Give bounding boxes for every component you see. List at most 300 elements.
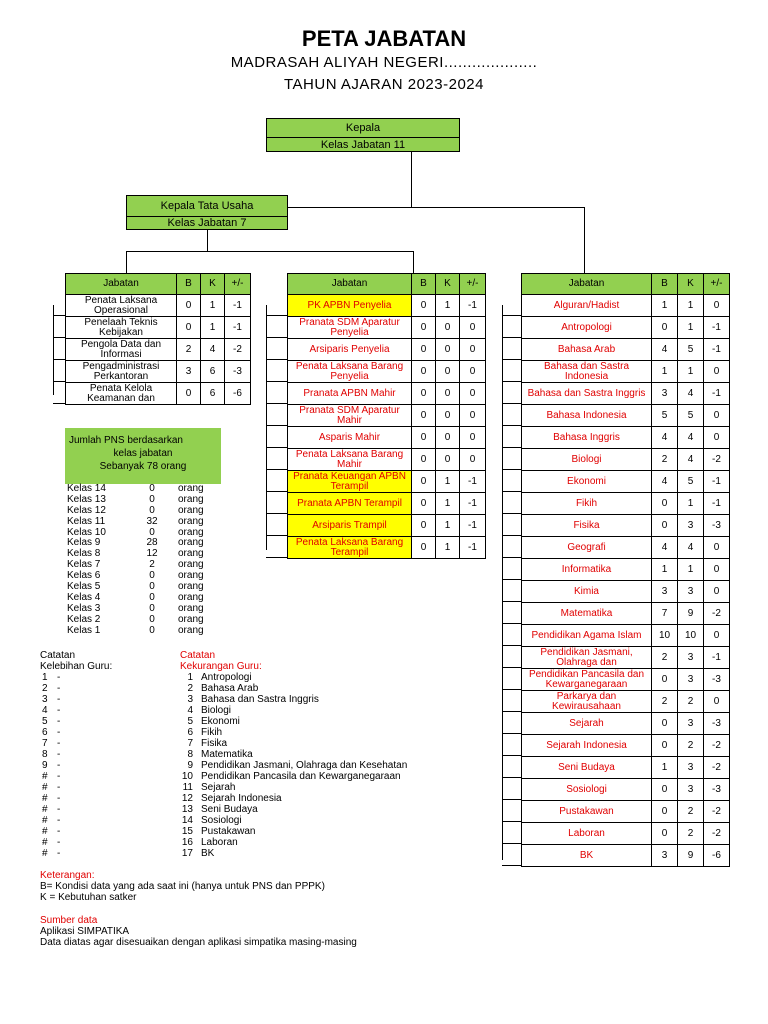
table-row — [522, 515, 730, 537]
kelas-label: Kelas 12 — [67, 504, 106, 516]
k-cell: 1 — [436, 537, 460, 559]
list-item — [40, 749, 170, 760]
branch-tick — [502, 843, 521, 844]
kelas-unit: orang — [178, 537, 204, 549]
b-cell: 3 — [652, 581, 678, 603]
kelebihan-num: # — [42, 815, 48, 826]
k-cell: 1 — [201, 295, 225, 317]
kelebihan-section — [40, 650, 170, 859]
k-cell: 1 — [436, 471, 460, 493]
jabatan-cell: Penata Kelola Keamanan dan — [66, 383, 177, 405]
jabatan-cell: Sejarah Indonesia — [522, 735, 652, 757]
table-row — [522, 361, 730, 383]
b-cell: 1 — [652, 361, 678, 383]
kekurangan-val: Antropologi — [201, 672, 252, 683]
header-diff: +/- — [704, 274, 730, 295]
diff-cell: -6 — [704, 845, 730, 867]
b-cell: 4 — [652, 339, 678, 361]
school-year: TAHUN AJARAN 2023-2024 — [284, 76, 484, 93]
jabatan-cell: Bahasa dan Sastra Inggris — [522, 383, 652, 405]
table-row — [522, 405, 730, 427]
diff-cell: -3 — [225, 361, 251, 383]
jabatan-cell: Arsiparis Trampil — [288, 515, 412, 537]
kelas-count: 0 — [149, 591, 155, 603]
b-cell: 5 — [652, 405, 678, 427]
jabatan-cell: Ekonomi — [522, 471, 652, 493]
diff-cell: -2 — [704, 757, 730, 779]
kelas-count: 0 — [149, 570, 155, 582]
keterangan-line1: B= Kondisi data yang ada saat ini (hanya untuk PNS dan PPPK) — [40, 881, 325, 892]
b-cell: 0 — [652, 713, 678, 735]
kelebihan-num: 5 — [42, 716, 48, 727]
kekurangan-val: Ekonomi — [201, 716, 240, 727]
kepala-box — [266, 118, 460, 152]
k-cell: 1 — [678, 295, 704, 317]
kekurangan-num: 10 — [181, 771, 193, 782]
list-item — [180, 793, 480, 804]
branch-tick — [502, 337, 521, 338]
kelebihan-title1: Catatan — [40, 650, 76, 661]
pns-line2: kelas jabatan — [113, 448, 173, 459]
kelebihan-num: 3 — [42, 694, 48, 705]
jabatan-cell: Pranata SDM Aparatur Penyelia — [288, 317, 412, 339]
kekurangan-val: Pendidikan Jasmani, Olahraga dan Kesehatan — [201, 760, 408, 771]
table-row — [288, 449, 486, 471]
kepala-kelas: Kelas Jabatan 11 — [320, 139, 406, 151]
b-cell: 0 — [652, 493, 678, 515]
jabatan-cell: Bahasa Arab — [522, 339, 652, 361]
left-jabatan-table — [65, 273, 251, 405]
table-row — [522, 603, 730, 625]
list-item — [40, 727, 170, 738]
list-item — [180, 760, 480, 771]
table-row — [288, 515, 486, 537]
branch-tick — [502, 425, 521, 426]
page-title: PETA JABATAN — [301, 26, 467, 51]
table-row — [522, 317, 730, 339]
kelas-label: Kelas 9 — [67, 537, 101, 549]
table-row — [288, 361, 486, 383]
jabatan-cell: Pengola Data dan Informasi — [66, 339, 177, 361]
kelas-unit: orang — [178, 493, 204, 505]
b-cell: 10 — [652, 625, 678, 647]
list-item — [67, 517, 227, 528]
jabatan-cell: Parkarya dan Kewirausahaan — [522, 691, 652, 713]
header-k: K — [201, 274, 225, 295]
kelas-count: 0 — [149, 526, 155, 538]
branch-tick — [502, 821, 521, 822]
branch-tick — [502, 777, 521, 778]
branch-tick — [266, 447, 287, 448]
table-row — [288, 383, 486, 405]
list-item — [40, 716, 170, 727]
kekurangan-num: 7 — [187, 738, 193, 749]
diff-cell: -2 — [704, 801, 730, 823]
b-cell: 4 — [652, 471, 678, 493]
jabatan-cell: Pranata SDM Aparatur Mahir — [288, 405, 412, 427]
branch-tick — [502, 623, 521, 624]
list-item — [40, 672, 170, 683]
kelebihan-num: # — [42, 848, 48, 859]
header-k: K — [436, 274, 460, 295]
kelebihan-val: - — [57, 738, 61, 749]
k-cell: 0 — [436, 427, 460, 449]
k-cell: 6 — [201, 361, 225, 383]
kelas-count: 0 — [149, 493, 155, 505]
diff-cell: -1 — [704, 317, 730, 339]
kelebihan-num: # — [42, 837, 48, 848]
jabatan-cell: Penata Laksana Barang Terampil — [288, 537, 412, 559]
diff-cell: 0 — [704, 405, 730, 427]
kekurangan-num: 8 — [187, 749, 193, 760]
table-row — [522, 669, 730, 691]
kelebihan-num: 6 — [42, 727, 48, 738]
kelas-label: Kelas 6 — [67, 570, 101, 582]
list-item — [67, 615, 227, 626]
list-item — [40, 760, 170, 771]
jabatan-cell: Pustakawan — [522, 801, 652, 823]
diff-cell: -1 — [460, 515, 486, 537]
table-row — [288, 295, 486, 317]
k-cell: 5 — [678, 405, 704, 427]
branch-tick — [502, 579, 521, 580]
diff-cell: -3 — [704, 713, 730, 735]
list-item — [40, 793, 170, 804]
kelebihan-val: - — [57, 815, 61, 826]
connector-left-down — [126, 251, 127, 273]
branch-tick — [502, 711, 521, 712]
list-item — [40, 738, 170, 749]
diff-cell: 0 — [460, 449, 486, 471]
b-cell: 2 — [652, 691, 678, 713]
b-cell: 0 — [652, 823, 678, 845]
table-row — [288, 537, 486, 559]
kekurangan-val: BK — [201, 848, 215, 859]
kepala-title: Kepala — [267, 119, 459, 138]
list-item — [40, 771, 170, 782]
table-row — [522, 625, 730, 647]
branch-tick — [502, 733, 521, 734]
branch-tick — [502, 491, 521, 492]
b-cell: 3 — [652, 383, 678, 405]
table-row — [522, 339, 730, 361]
kelebihan-val: - — [57, 826, 61, 837]
table-row — [522, 493, 730, 515]
b-cell: 0 — [652, 515, 678, 537]
kekurangan-num: 15 — [181, 826, 193, 837]
branch-tick — [266, 337, 287, 338]
k-cell: 4 — [678, 427, 704, 449]
branch-tick — [53, 403, 65, 404]
k-cell: 3 — [678, 515, 704, 537]
b-cell: 0 — [652, 779, 678, 801]
kekurangan-num: 3 — [187, 694, 193, 705]
b-cell: 0 — [652, 801, 678, 823]
b-cell: 0 — [412, 515, 436, 537]
diff-cell: 0 — [460, 383, 486, 405]
table-row — [66, 295, 251, 317]
b-cell: 0 — [412, 295, 436, 317]
list-item — [180, 782, 480, 793]
jabatan-cell: Penata Laksana Barang Mahir — [288, 449, 412, 471]
keterangan-section — [40, 870, 460, 903]
b-cell: 0 — [652, 735, 678, 757]
branch-tick — [502, 535, 521, 536]
table-row — [522, 383, 730, 405]
diff-cell: -1 — [460, 471, 486, 493]
pns-line1: Jumlah PNS berdasarkan — [69, 435, 183, 446]
table-row — [522, 449, 730, 471]
kelebihan-num: # — [42, 804, 48, 815]
b-cell: 3 — [177, 361, 201, 383]
jabatan-cell: Biologi — [522, 449, 652, 471]
kelas-unit: orang — [178, 602, 204, 614]
diff-cell: 0 — [704, 691, 730, 713]
kekurangan-val: Pendidikan Pancasila dan Kewarganegaraan — [201, 771, 401, 782]
kekurangan-num: 17 — [181, 848, 193, 859]
kelas-count: 2 — [149, 559, 155, 571]
table-row — [522, 691, 730, 713]
header-jabatan: Jabatan — [522, 274, 652, 295]
k-cell: 3 — [678, 713, 704, 735]
kekurangan-num: 13 — [181, 804, 193, 815]
k-cell: 1 — [678, 493, 704, 515]
b-cell: 0 — [412, 405, 436, 427]
diff-cell: -1 — [460, 295, 486, 317]
jabatan-cell: Penata Laksana Barang Penyelia — [288, 361, 412, 383]
kekurangan-title2: Kekurangan Guru: — [180, 661, 262, 672]
kelas-unit: orang — [178, 570, 204, 582]
kelas-count: 0 — [149, 624, 155, 636]
b-cell: 2 — [652, 449, 678, 471]
jabatan-cell: Pendidikan Agama Islam — [522, 625, 652, 647]
kekurangan-num: 16 — [181, 837, 193, 848]
list-item — [180, 815, 480, 826]
k-cell: 0 — [436, 361, 460, 383]
kelas-unit: orang — [178, 515, 204, 527]
b-cell: 0 — [412, 339, 436, 361]
jabatan-cell: Pranata APBN Mahir — [288, 383, 412, 405]
ktu-box — [126, 195, 288, 230]
branch-tick — [502, 601, 521, 602]
branch-tick — [53, 337, 65, 338]
kekurangan-section — [180, 650, 480, 859]
kekurangan-val: Sejarah Indonesia — [201, 793, 282, 804]
k-cell: 4 — [678, 449, 704, 471]
branch-tick — [266, 359, 287, 360]
list-item — [40, 683, 170, 694]
branch-tick — [502, 645, 521, 646]
branch-tick — [266, 557, 287, 558]
list-item — [180, 727, 480, 738]
jabatan-cell: Pranata Keuangan APBN Terampil — [288, 471, 412, 493]
kelebihan-val: - — [57, 705, 61, 716]
kekurangan-val: Pustakawan — [201, 826, 256, 837]
kelebihan-num: # — [42, 782, 48, 793]
branch-tick — [502, 403, 521, 404]
kekurangan-num: 12 — [181, 793, 193, 804]
diff-cell: -1 — [704, 647, 730, 669]
diff-cell: 0 — [460, 361, 486, 383]
diff-cell: 0 — [704, 625, 730, 647]
kelas-unit: orang — [178, 613, 204, 625]
diff-cell: 0 — [704, 295, 730, 317]
kelas-count: 0 — [149, 483, 155, 494]
list-item — [180, 771, 480, 782]
branch-tick — [266, 491, 287, 492]
kelas-unit: orang — [178, 483, 204, 494]
jabatan-cell: Pendidikan Jasmani, Olahraga dan — [522, 647, 652, 669]
diff-cell: -2 — [704, 823, 730, 845]
kelebihan-num: 7 — [42, 738, 48, 749]
b-cell: 3 — [652, 845, 678, 867]
k-cell: 1 — [201, 317, 225, 339]
diff-cell: -3 — [704, 515, 730, 537]
branch-tick — [502, 513, 521, 514]
k-cell: 0 — [436, 317, 460, 339]
branch-tick — [502, 315, 521, 316]
table-row — [288, 405, 486, 427]
kelebihan-val: - — [57, 749, 61, 760]
k-cell: 2 — [678, 691, 704, 713]
branch-tick — [502, 447, 521, 448]
table-row — [288, 471, 486, 493]
list-item — [180, 837, 480, 848]
k-cell: 1 — [678, 317, 704, 339]
kekurangan-val: Fisika — [201, 738, 228, 749]
kekurangan-num: 5 — [187, 716, 193, 727]
diff-cell: 0 — [704, 559, 730, 581]
kelas-label: Kelas 2 — [67, 613, 101, 625]
kekurangan-num: 2 — [187, 683, 193, 694]
kelas-label: Kelas 3 — [67, 602, 101, 614]
branch-tick — [502, 381, 521, 382]
diff-cell: 0 — [704, 427, 730, 449]
table-row — [288, 339, 486, 361]
b-cell: 0 — [412, 537, 436, 559]
kekurangan-val: Biologi — [201, 705, 232, 716]
jabatan-cell: PK APBN Penyelia — [288, 295, 412, 317]
b-cell: 1 — [652, 559, 678, 581]
table-row — [522, 801, 730, 823]
table-row — [522, 295, 730, 317]
kekurangan-val: Sejarah — [201, 782, 236, 793]
k-cell: 9 — [678, 603, 704, 625]
connector-second-horizontal — [126, 251, 414, 252]
k-cell: 3 — [678, 779, 704, 801]
branch-tick — [266, 315, 287, 316]
b-cell: 0 — [412, 427, 436, 449]
kelas-label: Kelas 8 — [67, 548, 101, 560]
kelas-count: 0 — [149, 504, 155, 516]
b-cell: 0 — [177, 295, 201, 317]
branch-tick — [53, 315, 65, 316]
kekurangan-num: 14 — [181, 815, 193, 826]
kelas-unit: orang — [178, 591, 204, 603]
kelas-label: Kelas 13 — [67, 493, 106, 505]
kelebihan-val: - — [57, 848, 61, 859]
table-row — [522, 823, 730, 845]
header-k: K — [678, 274, 704, 295]
jabatan-cell: Pendidikan Pancasila dan Kewarganegaraan — [522, 669, 652, 691]
b-cell: 1 — [652, 295, 678, 317]
k-cell: 1 — [436, 515, 460, 537]
jabatan-cell: Arsiparis Penyelia — [288, 339, 412, 361]
diff-cell: -1 — [704, 383, 730, 405]
table-row — [522, 537, 730, 559]
list-item — [40, 837, 170, 848]
branch-tick — [502, 667, 521, 668]
k-cell: 3 — [678, 757, 704, 779]
diff-cell: 0 — [704, 361, 730, 383]
kelebihan-val: - — [57, 683, 61, 694]
list-item — [180, 738, 480, 749]
kelas-label: Kelas 5 — [67, 581, 101, 593]
kelas-count: 28 — [146, 537, 158, 549]
k-cell: 3 — [678, 581, 704, 603]
b-cell: 1 — [652, 757, 678, 779]
pns-line3: Sebanyak 78 orang — [99, 461, 187, 472]
table-row — [66, 317, 251, 339]
b-cell: 0 — [652, 317, 678, 339]
jabatan-cell: Geografi — [522, 537, 652, 559]
sumber-line1: Aplikasi SIMPATIKA — [40, 926, 130, 937]
jabatan-cell: Sejarah — [522, 713, 652, 735]
diff-cell: -1 — [460, 493, 486, 515]
jabatan-cell: Informatika — [522, 559, 652, 581]
table-row — [522, 647, 730, 669]
kelebihan-num: 8 — [42, 749, 48, 760]
jabatan-cell: Laboran — [522, 823, 652, 845]
kelebihan-num: 4 — [42, 705, 48, 716]
sumber-section — [40, 915, 460, 948]
header-diff: +/- — [460, 274, 486, 295]
diff-cell: -1 — [704, 493, 730, 515]
kelebihan-val: - — [57, 771, 61, 782]
connector-right-down — [584, 207, 585, 273]
jabatan-cell: Bahasa Indonesia — [522, 405, 652, 427]
table-row — [522, 427, 730, 449]
jabatan-cell: Kimia — [522, 581, 652, 603]
k-cell: 1 — [436, 295, 460, 317]
kelas-unit: orang — [178, 548, 204, 560]
kelebihan-val: - — [57, 672, 61, 683]
table-row — [522, 559, 730, 581]
jabatan-cell: Penelaah Teknis Kebijakan — [66, 317, 177, 339]
kelas-count-list — [67, 484, 227, 636]
table-row — [66, 383, 251, 405]
branch-tick — [502, 799, 521, 800]
kelebihan-val: - — [57, 804, 61, 815]
jabatan-cell: Asparis Mahir — [288, 427, 412, 449]
k-cell: 4 — [201, 339, 225, 361]
branch-tick — [266, 513, 287, 514]
keterangan-line2: K = Kebutuhan satker — [40, 892, 137, 903]
b-cell: 4 — [652, 427, 678, 449]
table-row — [66, 339, 251, 361]
diff-cell: 0 — [460, 317, 486, 339]
diff-cell: -3 — [704, 669, 730, 691]
kelebihan-val: - — [57, 760, 61, 771]
diff-cell: -1 — [460, 537, 486, 559]
k-cell: 5 — [678, 471, 704, 493]
branch-tick — [502, 865, 521, 866]
sumber-line2: Data diatas agar disesuaikan dengan aplikasi simpatika masing-masing — [40, 937, 357, 948]
k-cell: 9 — [678, 845, 704, 867]
header-b: B — [652, 274, 678, 295]
k-cell: 4 — [678, 537, 704, 559]
kelas-unit: orang — [178, 504, 204, 516]
